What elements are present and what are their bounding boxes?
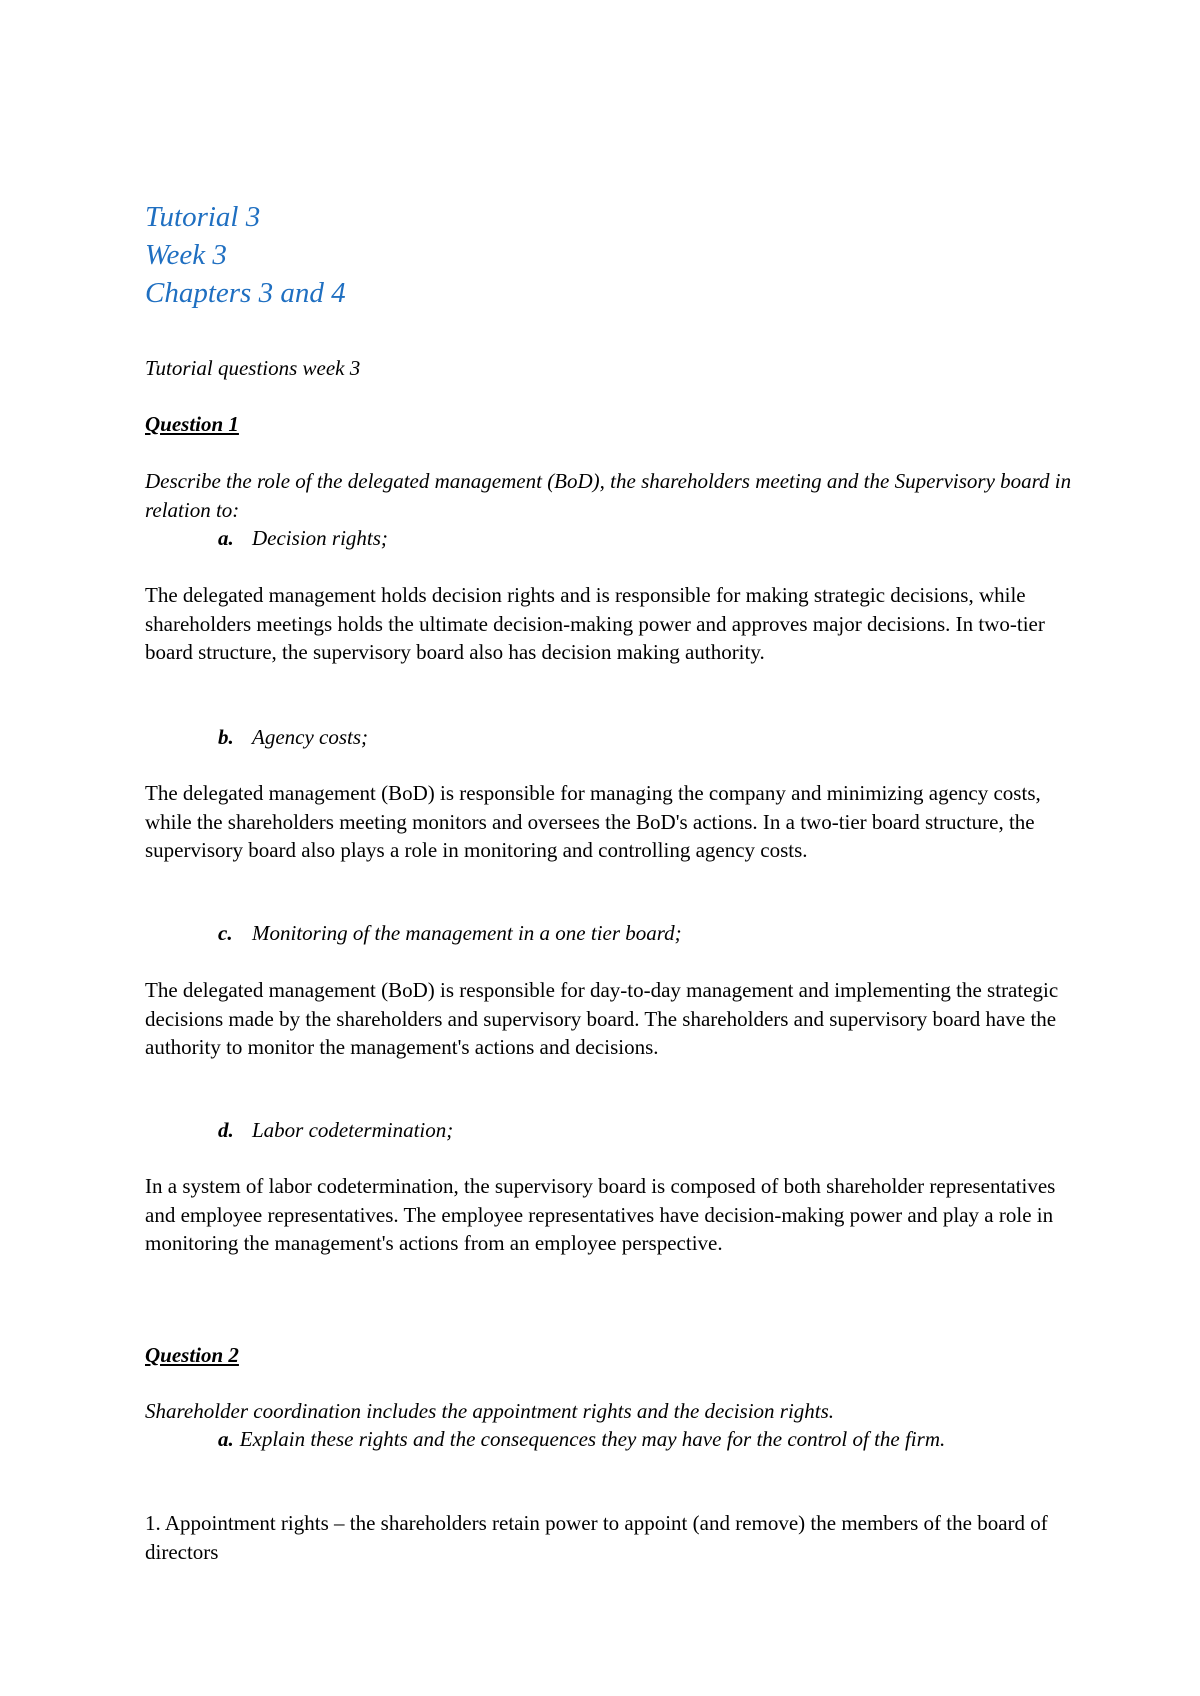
item-b-label: Agency costs; [252,725,369,749]
question-2-answer-1: 1. Appointment rights – the shareholders retain power to appoint (and remove) the members of the board of directors [145,1511,1048,1564]
subtitle: Tutorial questions week 3 [145,356,361,380]
answer-b: The delegated management (BoD) is responsible for managing the company and minimizing agency costs, while the shareholders meeting monitors and oversees the BoD's actions. In a two-tier board structure, the supervisory board also plays a role in monitoring and controlling agency costs. [145,781,1041,862]
item-a-label: Decision rights; [252,526,388,550]
title-tutorial: Tutorial 3 [145,201,261,233]
question-1-heading: Question 1 [145,412,239,436]
q2-item-a-letter: a. [218,1427,234,1451]
item-c-label: Monitoring of the management in a one tier board; [252,921,682,945]
question-1-item-b [145,723,1075,752]
item-d-label: Labor codetermination; [252,1118,454,1142]
answer-a: The delegated management holds decision rights and is responsible for making strategic decisions, while shareholders meetings holds the ultimate decision-making power and approves major decisions. In two-tier board structure, the supervisory board also has decision making authority. [145,583,1045,664]
q2-item-a-label: Explain these rights and the consequences they may have for the control of the firm. [239,1427,946,1451]
question-1-item-c [145,919,1075,948]
question-1-item-a [145,524,1075,553]
item-a-letter: a. [218,526,234,550]
title-week: Week 3 [145,239,227,271]
question-2-item-a [145,1425,1075,1454]
item-d-letter: d. [218,1118,234,1142]
question-1-prompt: Describe the role of the delegated management (BoD), the shareholders meeting and the Supervisory board in relation to: [145,469,1072,522]
title-chapters: Chapters 3 and 4 [145,277,346,309]
answer-d: In a system of labor codetermination, the supervisory board is composed of both shareholder representatives and employee representatives. The employee representatives have decision-making power and play a role in monitoring the management's actions from an employee perspective. [145,1174,1056,1255]
question-2-heading: Question 2 [145,1343,239,1367]
item-c-letter: c. [218,921,233,945]
question-2-prompt: Shareholder coordination includes the appointment rights and the decision rights. [145,1399,835,1423]
item-b-letter: b. [218,725,234,749]
answer-c: The delegated management (BoD) is responsible for day-to-day management and implementing the strategic decisions made by the shareholders and supervisory board. The shareholders and supervisory board have the authority to monitor the management's actions and decisions. [145,978,1059,1059]
document-title-block [145,198,346,312]
question-1-item-d [145,1116,1075,1145]
